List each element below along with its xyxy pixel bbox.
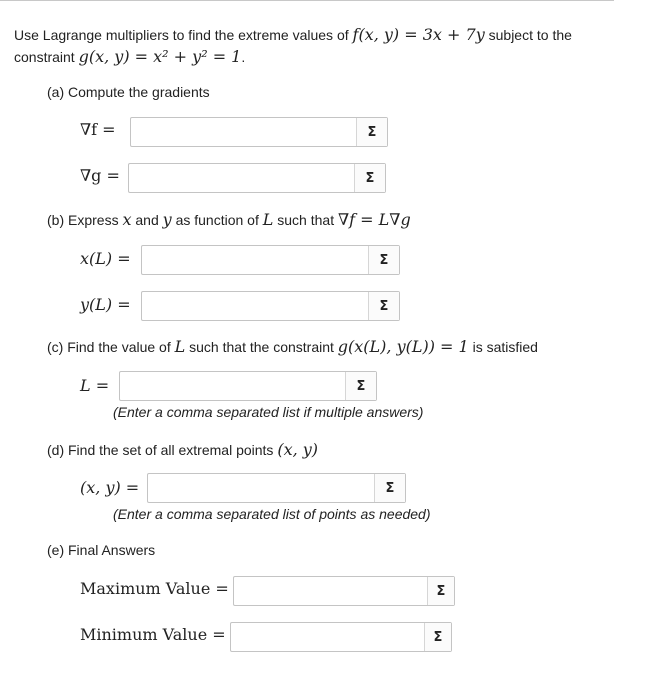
problem-statement <box>14 24 624 68</box>
grad-f-field <box>130 117 388 147</box>
min-value-input[interactable] <box>231 623 424 651</box>
L-label <box>80 376 109 395</box>
g-definition: g(x, y) = x² + y² = 1 <box>78 47 242 66</box>
intro-text-3: . <box>241 49 246 65</box>
grad-f-label: ∇f = <box>80 120 116 139</box>
sigma-icon[interactable]: Σ <box>345 372 376 400</box>
y-of-L-field <box>141 291 400 321</box>
constraint-equation: g(x(L), y(L)) = 1 <box>337 337 469 356</box>
x-of-L-input[interactable] <box>142 246 368 274</box>
part-c-text: (c) Find the value of <box>47 339 175 355</box>
sigma-icon[interactable]: Σ <box>356 118 387 146</box>
L-field <box>119 371 377 401</box>
grad-g-input[interactable] <box>129 164 354 192</box>
xy-text: (x, y) = <box>80 478 140 497</box>
sigma-icon[interactable]: Σ <box>424 623 451 651</box>
L-input[interactable] <box>120 372 345 400</box>
L-hint: (Enter a comma separated list if multiple answers) <box>113 404 424 420</box>
x-of-L-label <box>80 249 131 268</box>
min-value-field <box>230 622 452 652</box>
part-b-text: as function of <box>171 212 263 228</box>
max-value-label: Maximum Value = <box>80 579 229 598</box>
y-of-L-text: y(L) = <box>80 295 131 314</box>
part-b-text: (b) Express <box>47 212 123 228</box>
intro-text-2: subject to the constraint <box>14 27 572 65</box>
var-L: L <box>174 337 186 356</box>
intro-text: Use Lagrange multipliers to find the extreme values of <box>14 27 353 43</box>
var-x: x <box>122 210 132 229</box>
part-c-text: such that the constraint <box>185 339 338 355</box>
point-notation: (x, y) <box>277 440 319 459</box>
part-b-heading <box>47 210 411 229</box>
sigma-icon[interactable]: Σ <box>427 577 454 605</box>
var-y: y <box>162 210 172 229</box>
part-c-heading <box>47 337 538 356</box>
xy-input[interactable] <box>148 474 374 502</box>
xy-label <box>80 478 139 497</box>
x-of-L-field <box>141 245 400 275</box>
grad-f-input[interactable] <box>131 118 356 146</box>
y-of-L-input[interactable] <box>142 292 368 320</box>
part-b-text: and <box>131 212 163 228</box>
max-value-field <box>233 576 455 606</box>
x-of-L-text: x(L) = <box>80 249 131 268</box>
min-value-label: Minimum Value = <box>80 625 226 644</box>
xy-hint: (Enter a comma separated list of points as needed) <box>113 506 431 522</box>
grad-g-label: ∇g = <box>80 166 120 185</box>
max-value-input[interactable] <box>234 577 427 605</box>
f-definition: f(x, y) = 3x + 7y <box>352 25 485 44</box>
part-d-text: (d) Find the set of all extremal points <box>47 442 278 458</box>
gradient-equation: ∇f = L∇g <box>337 210 411 229</box>
sigma-icon[interactable]: Σ <box>374 474 405 502</box>
top-divider <box>0 0 614 1</box>
sigma-icon[interactable]: Σ <box>368 292 399 320</box>
L-text: L = <box>80 376 110 395</box>
y-of-L-label <box>80 295 131 314</box>
part-b-text: such that <box>273 212 338 228</box>
sigma-icon[interactable]: Σ <box>354 164 385 192</box>
part-e-heading: (e) Final Answers <box>47 542 156 558</box>
grad-g-field <box>128 163 386 193</box>
part-d-heading <box>47 440 318 459</box>
xy-field <box>147 473 406 503</box>
var-L: L <box>262 210 274 229</box>
part-c-text: is satisfied <box>468 339 538 355</box>
part-a-heading: (a) Compute the gradients <box>47 84 210 100</box>
sigma-icon[interactable]: Σ <box>368 246 399 274</box>
